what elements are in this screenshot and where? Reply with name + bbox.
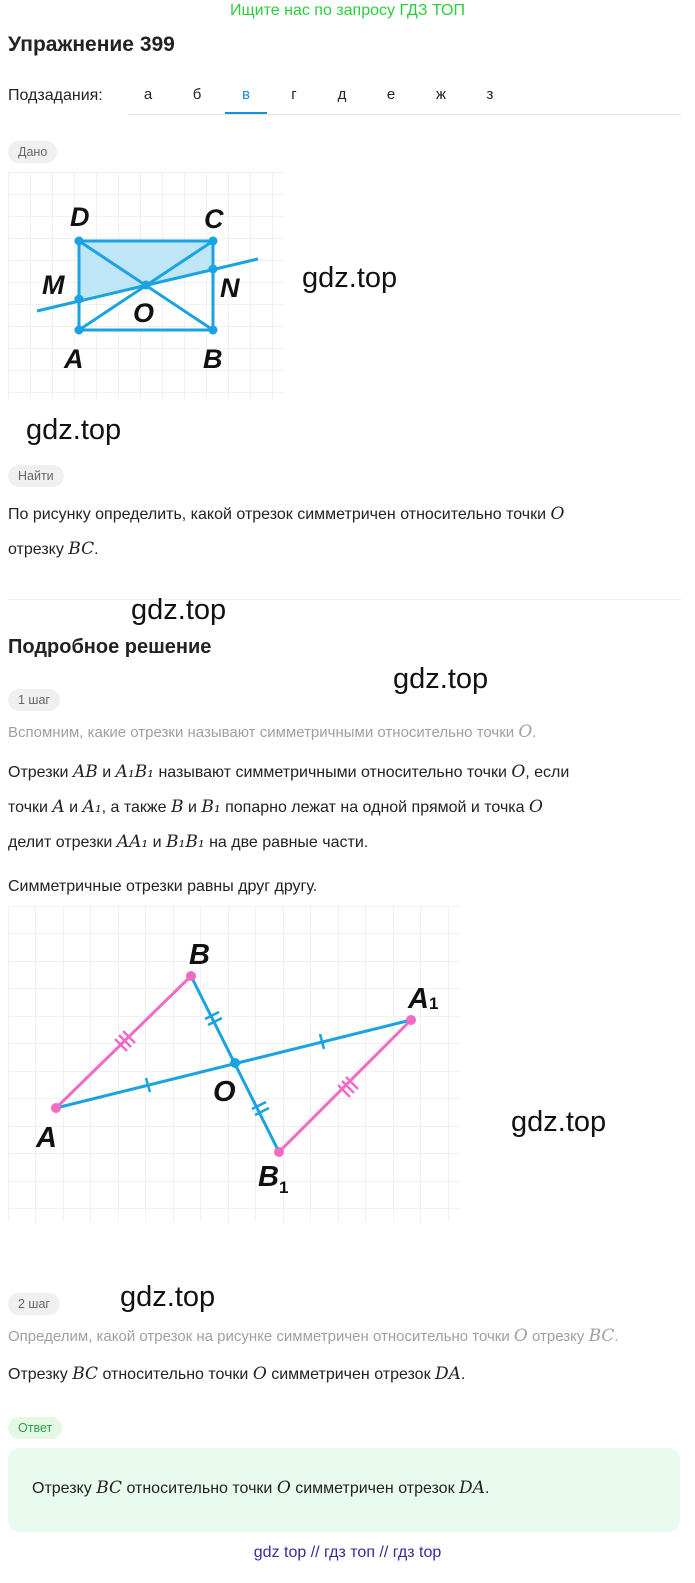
subtasks-label: Подзадания: <box>8 87 103 104</box>
label-b1: B <box>258 1161 279 1193</box>
label-c: C <box>204 204 224 234</box>
subtask-tab-v[interactable]: в <box>242 86 250 103</box>
find-badge: Найти <box>8 465 64 487</box>
step1-paragraph-4: Симметричные отрезки равны друг другу. <box>8 878 318 895</box>
point-o <box>230 1058 240 1068</box>
label-d: D <box>70 202 90 232</box>
label-n: N <box>220 273 240 303</box>
subtasks-tabs <box>128 80 681 115</box>
label-a1-subscript: 1 <box>429 994 439 1013</box>
subtask-tab-g[interactable]: г <box>291 86 297 103</box>
subtask-tab-b[interactable]: б <box>192 86 202 103</box>
step2-badge: 2 шаг <box>8 1293 60 1315</box>
step1-paragraph-line-2: точки A и A₁, а также B и B₁ попарно лежат на одной прямой и точка O <box>8 797 543 817</box>
point-n <box>209 265 218 274</box>
step2-paragraph: Отрезку BC относительно точки O симметричен отрезок DA. <box>8 1364 466 1384</box>
step2-hint: Определим, какой отрезок на рисунке симметричен относительно точки O отрезку BC. <box>8 1326 619 1346</box>
subtask-tab-a[interactable]: а <box>143 86 153 103</box>
active-tab-underline <box>225 112 267 114</box>
step1-hint: Вспомним, какие отрезки называют симметричными относительно точки O. <box>8 722 537 742</box>
step1-paragraph-line-3: делит отрезки AA₁ и B₁B₁ на две равные части. <box>8 832 369 852</box>
find-text-line-2: отрезку BC. <box>8 539 99 559</box>
section-divider <box>8 599 681 600</box>
answer-box <box>8 1448 680 1532</box>
watermark-4: gdz.top <box>393 663 489 695</box>
subtask-tab-e[interactable]: е <box>386 86 396 103</box>
answer-text: Отрезку BC относительно точки O симметричен отрезок DA. <box>32 1478 490 1498</box>
solution-heading: Подробное решение <box>8 636 212 658</box>
label-o: O <box>133 298 155 328</box>
point-b <box>209 326 218 335</box>
point-a <box>75 326 84 335</box>
watermark-2: gdz.top <box>26 414 122 446</box>
symmetry-figure <box>8 906 463 1224</box>
point-a <box>51 1103 61 1113</box>
watermark-1: gdz.top <box>302 262 398 294</box>
watermark-3: gdz.top <box>131 594 227 626</box>
search-hint-link[interactable]: Ищите нас по запросу ГДЗ ТОП <box>230 2 465 19</box>
point-a1 <box>406 1015 416 1025</box>
subtask-tab-zh[interactable]: ж <box>435 86 447 103</box>
watermark-6: gdz.top <box>120 1281 216 1313</box>
step1-badge: 1 шаг <box>8 689 60 711</box>
point-c <box>209 237 218 246</box>
label-a1: A <box>408 983 429 1015</box>
point-b1 <box>274 1147 284 1157</box>
watermark-5: gdz.top <box>511 1106 607 1138</box>
step1-paragraph-line-1: Отрезки AB и A₁B₁ называют симметричными относительно точки O, если <box>8 762 570 782</box>
page-title: Упражнение 399 <box>8 33 175 56</box>
label-b1-subscript: 1 <box>279 1178 289 1197</box>
label-o: O <box>213 1076 236 1108</box>
given-figure <box>8 172 288 402</box>
label-a: A <box>36 1122 57 1154</box>
subtask-tab-z[interactable]: з <box>486 86 494 103</box>
label-m: M <box>42 270 65 300</box>
point-b <box>186 971 196 981</box>
label-b: B <box>189 939 210 971</box>
subtask-tab-d[interactable]: д <box>337 86 347 103</box>
find-text-line-1: По рисунку определить, какой отрезок симметричен относительно точки O <box>8 504 565 524</box>
point-d <box>75 237 84 246</box>
label-a: A <box>64 344 84 374</box>
answer-badge: Ответ <box>8 1417 62 1439</box>
point-m <box>75 295 84 304</box>
label-b: B <box>203 344 223 374</box>
given-badge: Дано <box>8 141 57 163</box>
footer-links[interactable]: gdz top // гдз топ // гдз top <box>253 1544 442 1561</box>
point-o <box>142 281 151 290</box>
